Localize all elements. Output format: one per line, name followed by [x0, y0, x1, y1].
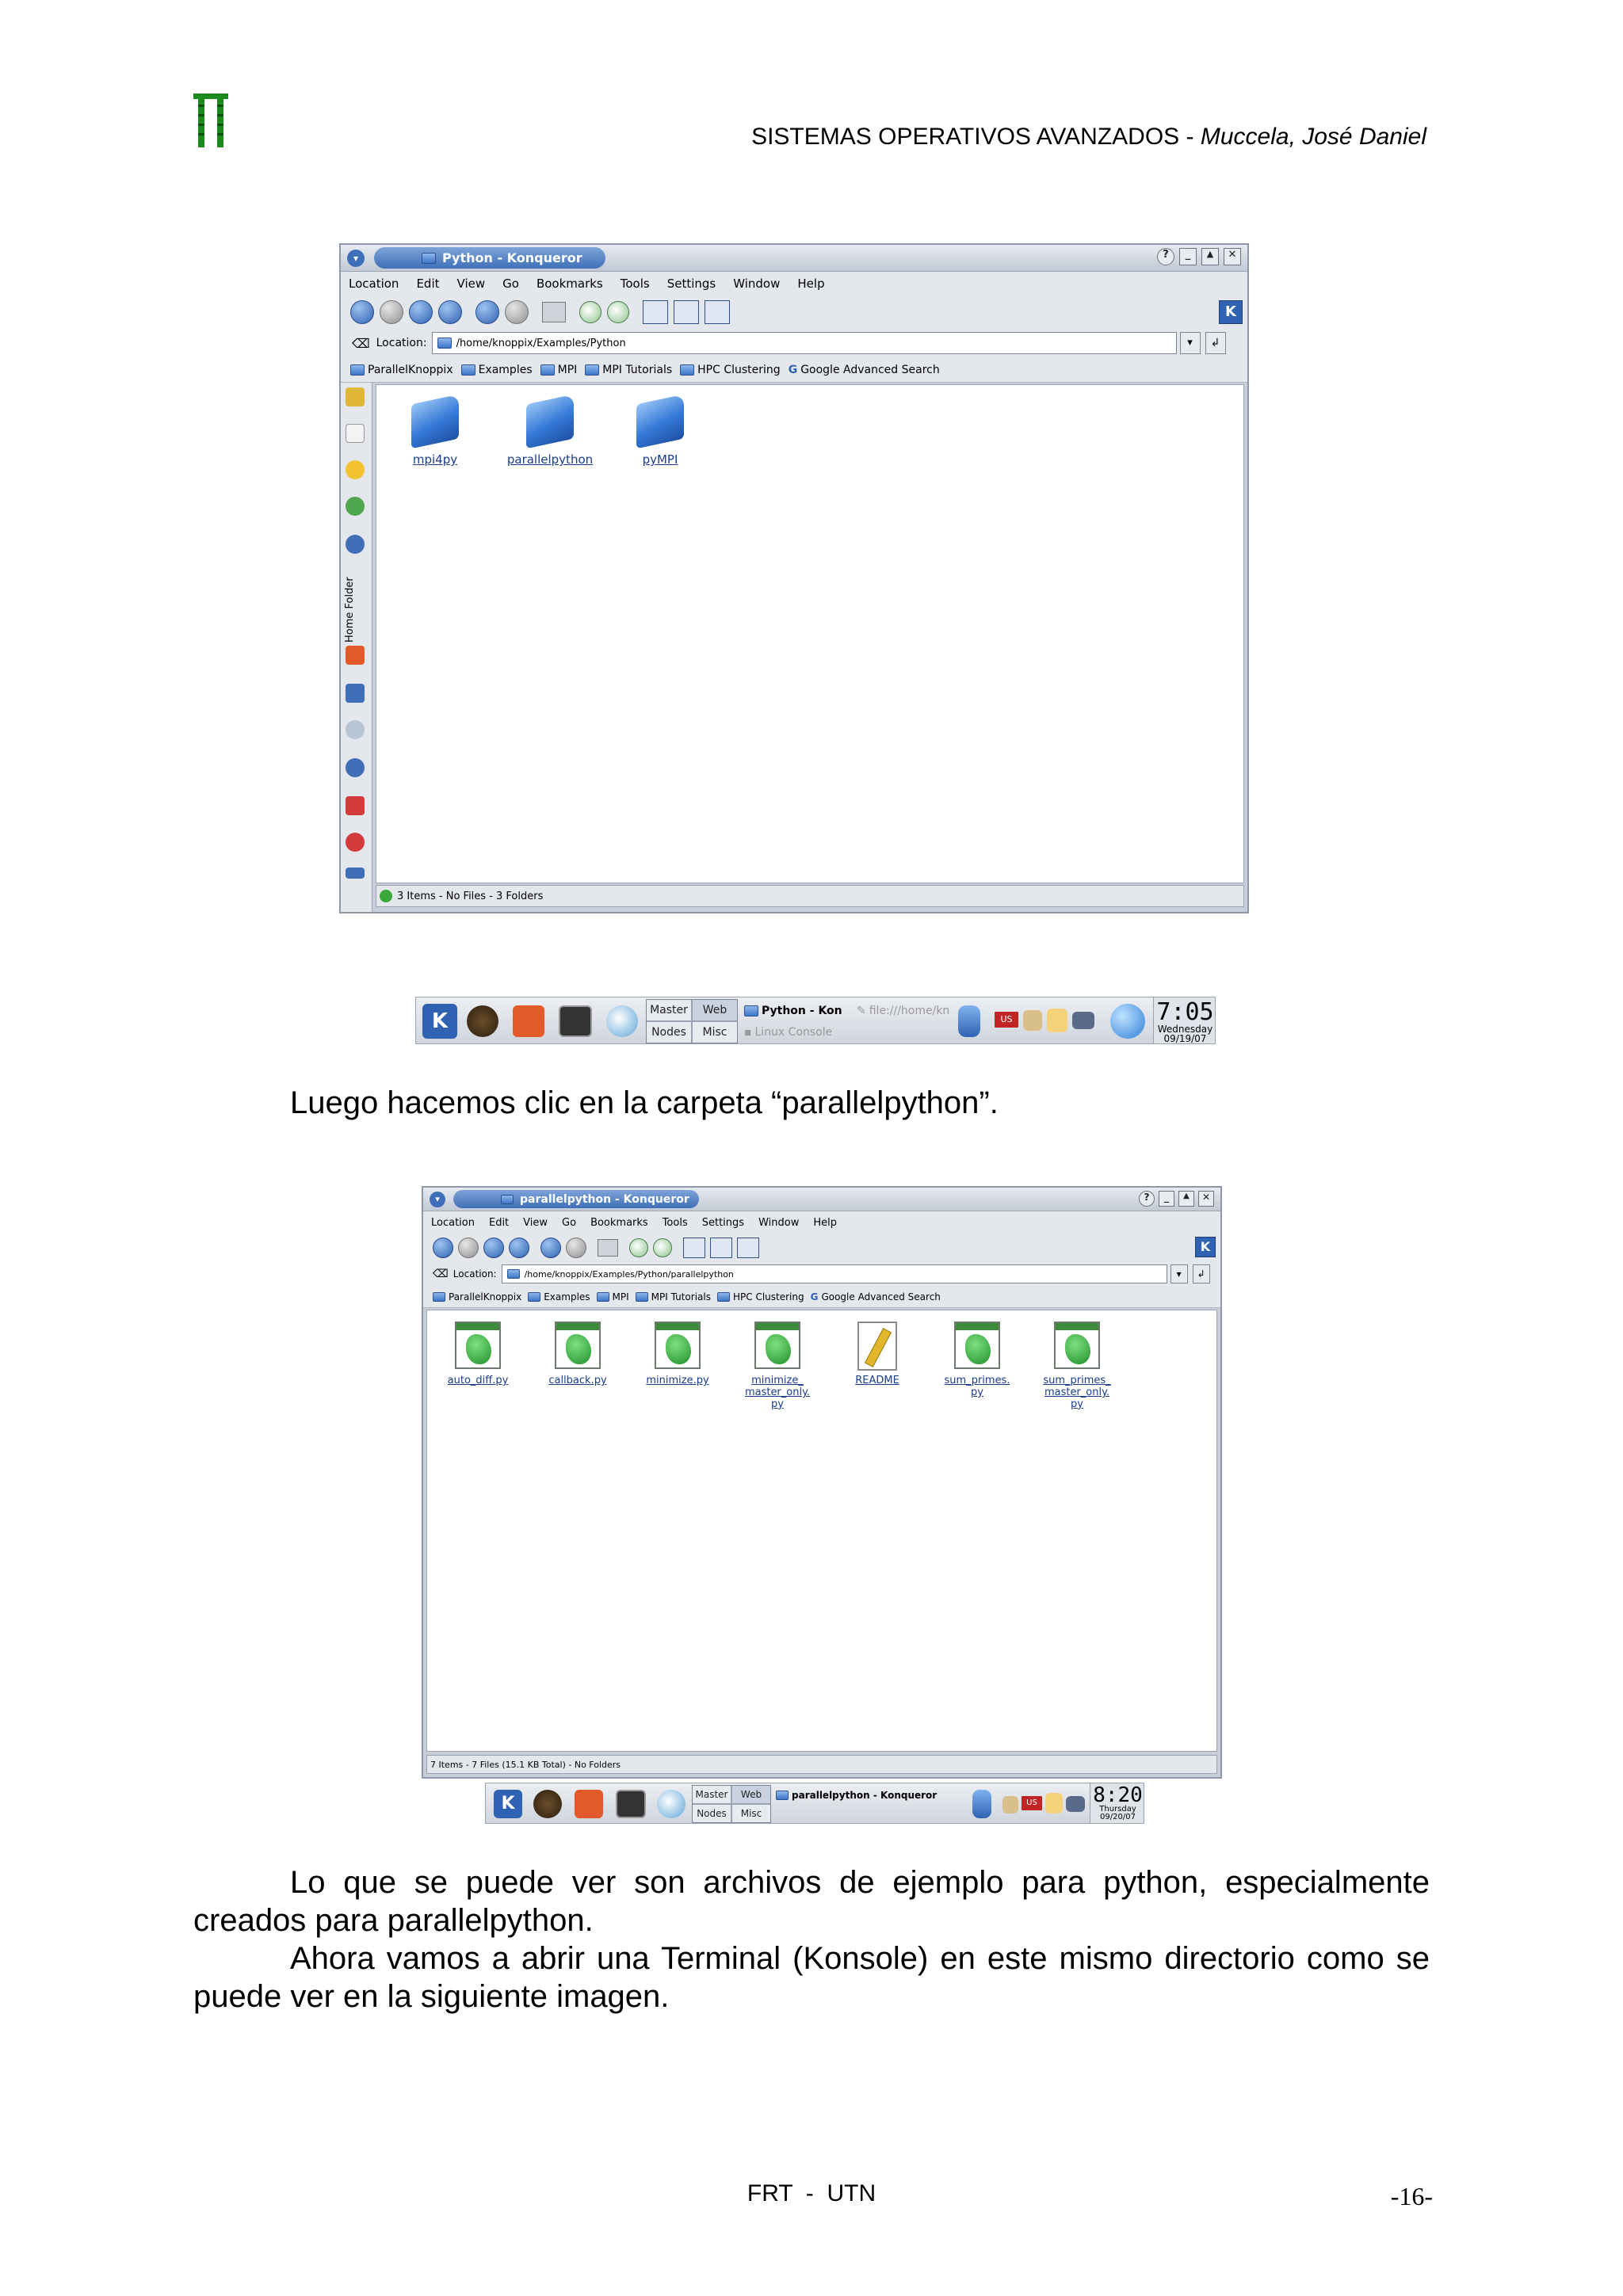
desktop-misc[interactable]: Misc: [693, 1022, 737, 1043]
task-file-browser[interactable]: [857, 1001, 952, 1021]
file-name-line2: master_only.: [1044, 1386, 1110, 1398]
clock[interactable]: [1153, 997, 1216, 1044]
header-title: SISTEMAS OPERATIVOS AVANZADOS -: [751, 124, 1201, 150]
bookmark-label: HPC Clustering: [732, 1291, 804, 1302]
configure-sidebar-icon[interactable]: [346, 387, 365, 406]
sidebar-extra-icon[interactable]: [346, 868, 365, 879]
menu-bar: [341, 272, 1247, 296]
close-button[interactable]: ✕: [1224, 248, 1241, 265]
bookmark-label: MPI Tutorials: [602, 363, 673, 376]
location-path: /home/knoppix/Examples/Python/parallelpython: [524, 1268, 734, 1280]
google-icon: G: [788, 363, 798, 376]
kde-panel: [415, 997, 1216, 1044]
bookmark-label: Google Advanced Search: [800, 363, 940, 376]
folder-icon: [776, 1791, 789, 1800]
location-dropdown[interactable]: ▾: [1170, 1264, 1188, 1283]
print-icon[interactable]: [542, 302, 566, 322]
location-bar: [423, 1262, 1220, 1286]
detail-view-icon[interactable]: [710, 1238, 732, 1258]
document-header: [751, 124, 1426, 151]
bookmark-label: Google Advanced Search: [821, 1291, 941, 1302]
status-bar: [426, 1755, 1217, 1774]
google-icon: G: [810, 1291, 819, 1302]
window-menu-button[interactable]: ▾: [347, 250, 365, 267]
go-button[interactable]: ↲: [1193, 1264, 1210, 1283]
window-menu-button[interactable]: ▾: [430, 1192, 445, 1207]
home-icon[interactable]: [575, 1790, 603, 1818]
kde-menu-icon[interactable]: K: [422, 1004, 457, 1039]
file-view[interactable]: [376, 384, 1244, 883]
clock-day: Thursday: [1099, 1805, 1136, 1814]
python-file-icon: [954, 1322, 1000, 1369]
network-icon[interactable]: [346, 720, 365, 739]
location-label: Location:: [376, 337, 427, 349]
kde-panel: [485, 1783, 1144, 1824]
reload-icon[interactable]: [475, 300, 499, 324]
print-icon[interactable]: [598, 1239, 618, 1257]
file-item-readme[interactable]: [838, 1322, 917, 1387]
python-file-icon: [555, 1322, 601, 1369]
up-icon[interactable]: [409, 300, 433, 324]
file-name-line2: py: [971, 1386, 983, 1398]
file-name-line3: py: [771, 1398, 784, 1410]
folder-item-pympi[interactable]: [613, 399, 708, 467]
folder-icon: [636, 1292, 648, 1302]
home-icon[interactable]: [509, 1238, 529, 1258]
help-button[interactable]: ?: [1157, 248, 1174, 265]
menu-view[interactable]: View: [523, 1216, 548, 1229]
virtual-desktop-pager[interactable]: [646, 999, 738, 1043]
search-icon[interactable]: [657, 1790, 685, 1818]
bookmark-label: MPI Tutorials: [651, 1291, 711, 1302]
bookmark-mpi[interactable]: [540, 364, 578, 376]
terminal-icon[interactable]: [616, 1790, 646, 1818]
konqueror-window-parallelpython: [422, 1186, 1222, 1779]
bookmark-google-advanced-search[interactable]: [811, 1291, 941, 1302]
location-input[interactable]: [432, 332, 1177, 354]
window-title: [374, 247, 605, 269]
folder-icon: [717, 1292, 730, 1302]
file-item-minimize[interactable]: [638, 1322, 717, 1387]
konqueror-window-python: [339, 243, 1249, 913]
menu-edit[interactable]: Edit: [416, 277, 440, 291]
bookmark-examples[interactable]: [528, 1291, 590, 1302]
desktop-master[interactable]: Master: [647, 1000, 691, 1020]
bookmark-google-advanced-search[interactable]: [789, 364, 940, 376]
menu-go[interactable]: Go: [502, 277, 519, 291]
terminal-icon[interactable]: [559, 1005, 592, 1037]
location-label: Location:: [453, 1268, 497, 1280]
menu-settings[interactable]: Settings: [701, 1216, 745, 1229]
back-icon[interactable]: [350, 300, 374, 324]
bookmark-parallelknoppix[interactable]: [350, 364, 453, 376]
folder-icon: [585, 364, 599, 376]
keyboard-layout-flag[interactable]: US: [995, 1012, 1018, 1028]
maximize-button[interactable]: ▲: [1201, 248, 1219, 265]
location-dropdown[interactable]: ▾: [1180, 332, 1201, 354]
history-icon[interactable]: [346, 535, 365, 554]
text-file-icon: [857, 1322, 897, 1371]
bookmark-toolbar: [423, 1286, 1220, 1308]
menu-help[interactable]: Help: [797, 277, 825, 291]
web-sidebar-icon[interactable]: [346, 833, 365, 852]
file-name: minimize.py: [646, 1375, 709, 1386]
folder-icon: [636, 395, 684, 449]
menu-bookmarks[interactable]: Bookmarks: [536, 277, 603, 291]
menu-settings[interactable]: Settings: [666, 277, 716, 291]
go-button[interactable]: ↲: [1205, 332, 1226, 354]
python-file-icon: [1054, 1322, 1100, 1369]
bookmark-label: MPI: [557, 363, 578, 376]
minimize-button[interactable]: _: [1159, 1191, 1174, 1207]
globe-icon[interactable]: [1110, 1004, 1145, 1039]
folder-item-mpi4py[interactable]: [388, 399, 483, 467]
keyboard-layout-flag[interactable]: US: [1022, 1796, 1042, 1810]
menu-tools[interactable]: Tools: [662, 1216, 688, 1229]
location-input[interactable]: [502, 1264, 1167, 1283]
bookmark-parallelknoppix[interactable]: [433, 1291, 521, 1302]
window-title: [453, 1190, 699, 1208]
desktop-master[interactable]: Master: [693, 1786, 731, 1803]
forward-icon[interactable]: [458, 1238, 479, 1258]
menu-view[interactable]: View: [456, 277, 486, 291]
navigation-sidebar: [341, 383, 372, 912]
menu-bookmarks[interactable]: Bookmarks: [590, 1216, 648, 1229]
zoom-in-icon[interactable]: [579, 301, 601, 323]
bookmark-mpi-tutorials[interactable]: [585, 364, 672, 376]
python-file-icon: [655, 1322, 701, 1369]
file-name-line1: minimize_: [751, 1375, 804, 1386]
clock-date: 09/20/07: [1100, 1813, 1136, 1821]
menu-edit[interactable]: Edit: [488, 1216, 510, 1229]
database-icon[interactable]: [972, 1790, 991, 1818]
folder-icon: [501, 1195, 514, 1204]
kde-menu-icon[interactable]: K: [494, 1790, 522, 1818]
kde-logo-icon: K: [1195, 1237, 1216, 1257]
home-folder-icon[interactable]: [346, 646, 365, 665]
footer-institution: FRT - UTN: [747, 2180, 876, 2206]
root-folder-icon[interactable]: [346, 758, 365, 777]
bookmark-mpi[interactable]: [597, 1291, 629, 1302]
menu-help[interactable]: Help: [813, 1216, 837, 1229]
paragraph-1: Luego hacemos clic en la carpeta “parallelpython”.: [290, 1085, 999, 1120]
folder-icon: [597, 1292, 609, 1302]
icon-view-icon[interactable]: [683, 1238, 705, 1258]
up-icon[interactable]: [483, 1238, 504, 1258]
folder-icon: [680, 364, 694, 376]
display-tray-icon[interactable]: [1066, 1796, 1085, 1812]
virtual-desktop-pager[interactable]: [692, 1785, 771, 1823]
status-text: 3 Items - No Files - 3 Folders: [397, 890, 544, 902]
titlebar[interactable]: [341, 245, 1247, 272]
network-tray-icon[interactable]: [1023, 1010, 1042, 1031]
location-bar: [341, 329, 1247, 357]
notes-icon[interactable]: [346, 424, 365, 443]
knoppix-penguin-icon[interactable]: [533, 1790, 562, 1818]
browser-icon: ✎: [857, 1005, 866, 1017]
knoppix-penguin-icon[interactable]: [467, 1005, 498, 1037]
bookmark-label: HPC Clustering: [697, 363, 781, 376]
maximize-button[interactable]: ▲: [1178, 1191, 1194, 1207]
document-logo: [193, 93, 228, 147]
klipper-icon[interactable]: [1047, 1009, 1067, 1032]
search-icon[interactable]: [606, 1005, 638, 1037]
bookmarks-star-icon[interactable]: [346, 460, 365, 479]
status-ok-icon: [380, 890, 392, 902]
folder-icon: [526, 395, 574, 449]
main-toolbar: [423, 1234, 1220, 1262]
titlebar[interactable]: [423, 1188, 1220, 1211]
python-file-icon: [455, 1322, 501, 1369]
sidebar-tab-home-folder[interactable]: Home Folder: [344, 577, 356, 643]
bookmark-hpc-clustering[interactable]: [717, 1291, 804, 1302]
bookmark-examples[interactable]: [461, 364, 533, 376]
multi-view-icon[interactable]: [705, 300, 730, 324]
zoom-out-icon[interactable]: [653, 1238, 672, 1257]
console-icon: ▪: [744, 1026, 752, 1039]
devices-icon[interactable]: [346, 497, 365, 516]
file-name-line1: sum_primes.: [944, 1375, 1010, 1386]
icon-view-icon[interactable]: [643, 300, 668, 324]
zoom-in-icon[interactable]: [629, 1238, 648, 1257]
minimize-button[interactable]: _: [1179, 248, 1197, 265]
task-label: Python - Kon: [762, 1005, 842, 1017]
menu-window[interactable]: Window: [733, 277, 781, 291]
paragraph-3: Ahora vamos a abrir una Terminal (Konsole) en este mismo directorio como se puede ver en la siguiente imagen.: [193, 1941, 1430, 2014]
stop-icon[interactable]: [566, 1238, 586, 1258]
folder-item-parallelpython[interactable]: [491, 399, 609, 467]
clock-time: 8:20: [1093, 1783, 1143, 1807]
zoom-out-icon[interactable]: [607, 301, 629, 323]
desktop-misc[interactable]: Misc: [732, 1805, 770, 1822]
task-linux-console[interactable]: [744, 1023, 871, 1042]
file-name: auto_diff.py: [447, 1375, 509, 1386]
reload-icon[interactable]: [540, 1238, 561, 1258]
file-view[interactable]: [426, 1310, 1217, 1752]
paragraph-2: Lo que se puede ver son archivos de ejemplo para python, especialmente creados para parallelpython.: [193, 1865, 1430, 1938]
display-tray-icon[interactable]: [1072, 1012, 1094, 1029]
menu-location[interactable]: Location: [349, 277, 399, 291]
task-label: file:///home/kn: [869, 1005, 950, 1017]
page-number: -16-: [1390, 2182, 1433, 2210]
task-label: Linux Console: [754, 1026, 833, 1039]
file-name-line1: sum_primes_: [1043, 1375, 1111, 1386]
file-name: README: [855, 1375, 899, 1386]
bookmark-hpc-clustering[interactable]: [680, 364, 781, 376]
bookmark-label: MPI: [612, 1291, 629, 1302]
close-button[interactable]: ✕: [1198, 1191, 1214, 1207]
forward-icon[interactable]: [380, 300, 403, 324]
bookmark-mpi-tutorials[interactable]: [636, 1291, 711, 1302]
task-parallelpython-konqueror[interactable]: [776, 1787, 958, 1804]
desktop-nodes[interactable]: Nodes: [693, 1805, 731, 1822]
python-file-icon: [754, 1322, 800, 1369]
help-button[interactable]: ?: [1139, 1191, 1155, 1207]
file-name: callback.py: [548, 1375, 607, 1386]
clock-date: 09/19/07: [1163, 1033, 1207, 1044]
network-tray-icon[interactable]: [1002, 1796, 1018, 1814]
folder-icon: [350, 364, 365, 376]
menu-bar: [423, 1211, 1220, 1234]
file-item-auto-diff[interactable]: [438, 1322, 517, 1387]
status-bar: [376, 885, 1244, 907]
clock[interactable]: [1090, 1783, 1144, 1824]
clear-location-icon[interactable]: ⌫: [433, 1268, 449, 1280]
desktop-web[interactable]: Web: [732, 1786, 770, 1803]
kde-logo-icon: K: [1219, 300, 1243, 324]
folder-name: mpi4py: [412, 452, 458, 467]
folder-name: parallelpython: [506, 452, 594, 467]
folder-icon: [422, 253, 436, 264]
desktop-nodes[interactable]: Nodes: [647, 1022, 691, 1043]
task-python-konqueror[interactable]: [744, 1001, 855, 1021]
file-item-sum-primes[interactable]: [938, 1322, 1017, 1399]
folder-icon: [433, 1292, 445, 1302]
folder-icon: [507, 1269, 520, 1279]
home-icon[interactable]: [513, 1005, 544, 1037]
menu-go[interactable]: Go: [562, 1216, 577, 1229]
header-author: Muccela, José Daniel: [1200, 124, 1426, 150]
file-item-minimize-master-only[interactable]: [738, 1322, 817, 1411]
main-toolbar: [341, 296, 1247, 329]
database-icon[interactable]: [958, 1005, 980, 1037]
back-icon[interactable]: [433, 1238, 453, 1258]
menu-tools[interactable]: Tools: [620, 277, 650, 291]
detail-view-icon[interactable]: [674, 300, 699, 324]
file-item-callback[interactable]: [538, 1322, 617, 1387]
file-name-line3: py: [1071, 1398, 1083, 1410]
clear-location-icon[interactable]: ⌫: [352, 335, 370, 351]
menu-window[interactable]: Window: [758, 1216, 800, 1229]
klipper-icon[interactable]: [1045, 1793, 1063, 1814]
menu-location[interactable]: Location: [431, 1216, 475, 1229]
folder-icon: [411, 395, 459, 449]
clock-time: 7:05: [1156, 998, 1214, 1026]
folder-icon: [461, 364, 475, 376]
bookmark-label: Examples: [478, 363, 533, 376]
bookmark-label: ParallelKnoppix: [368, 363, 453, 376]
file-name-line2: master_only.: [744, 1386, 811, 1398]
window-title-text: Python - Konqueror: [442, 250, 582, 265]
desktop-web[interactable]: Web: [693, 1000, 737, 1020]
multi-view-icon[interactable]: [737, 1238, 759, 1258]
folder-icon: [528, 1292, 540, 1302]
location-path: /home/knoppix/Examples/Python: [456, 337, 626, 349]
folder-icon: [437, 338, 452, 349]
clock-day: Wednesday: [1157, 1024, 1213, 1035]
folder-icon: [540, 364, 555, 376]
folder-icon: [744, 1005, 758, 1016]
bookmark-toolbar: [341, 357, 1247, 383]
bookmark-label: ParallelKnoppix: [449, 1291, 522, 1302]
folder-name: pyMPI: [642, 452, 678, 467]
home-icon[interactable]: [438, 300, 462, 324]
media-player-icon[interactable]: [346, 684, 365, 703]
services-icon[interactable]: [346, 796, 365, 815]
stop-icon[interactable]: [505, 300, 529, 324]
file-item-sum-primes-master-only[interactable]: [1037, 1322, 1117, 1411]
task-label: parallelpython - Konqueror: [792, 1790, 938, 1801]
window-title-text: parallelpython - Konqueror: [520, 1192, 689, 1206]
status-text: 7 Items - 7 Files (15.1 KB Total) - No Folders: [430, 1759, 621, 1770]
bookmark-label: Examples: [544, 1291, 590, 1302]
